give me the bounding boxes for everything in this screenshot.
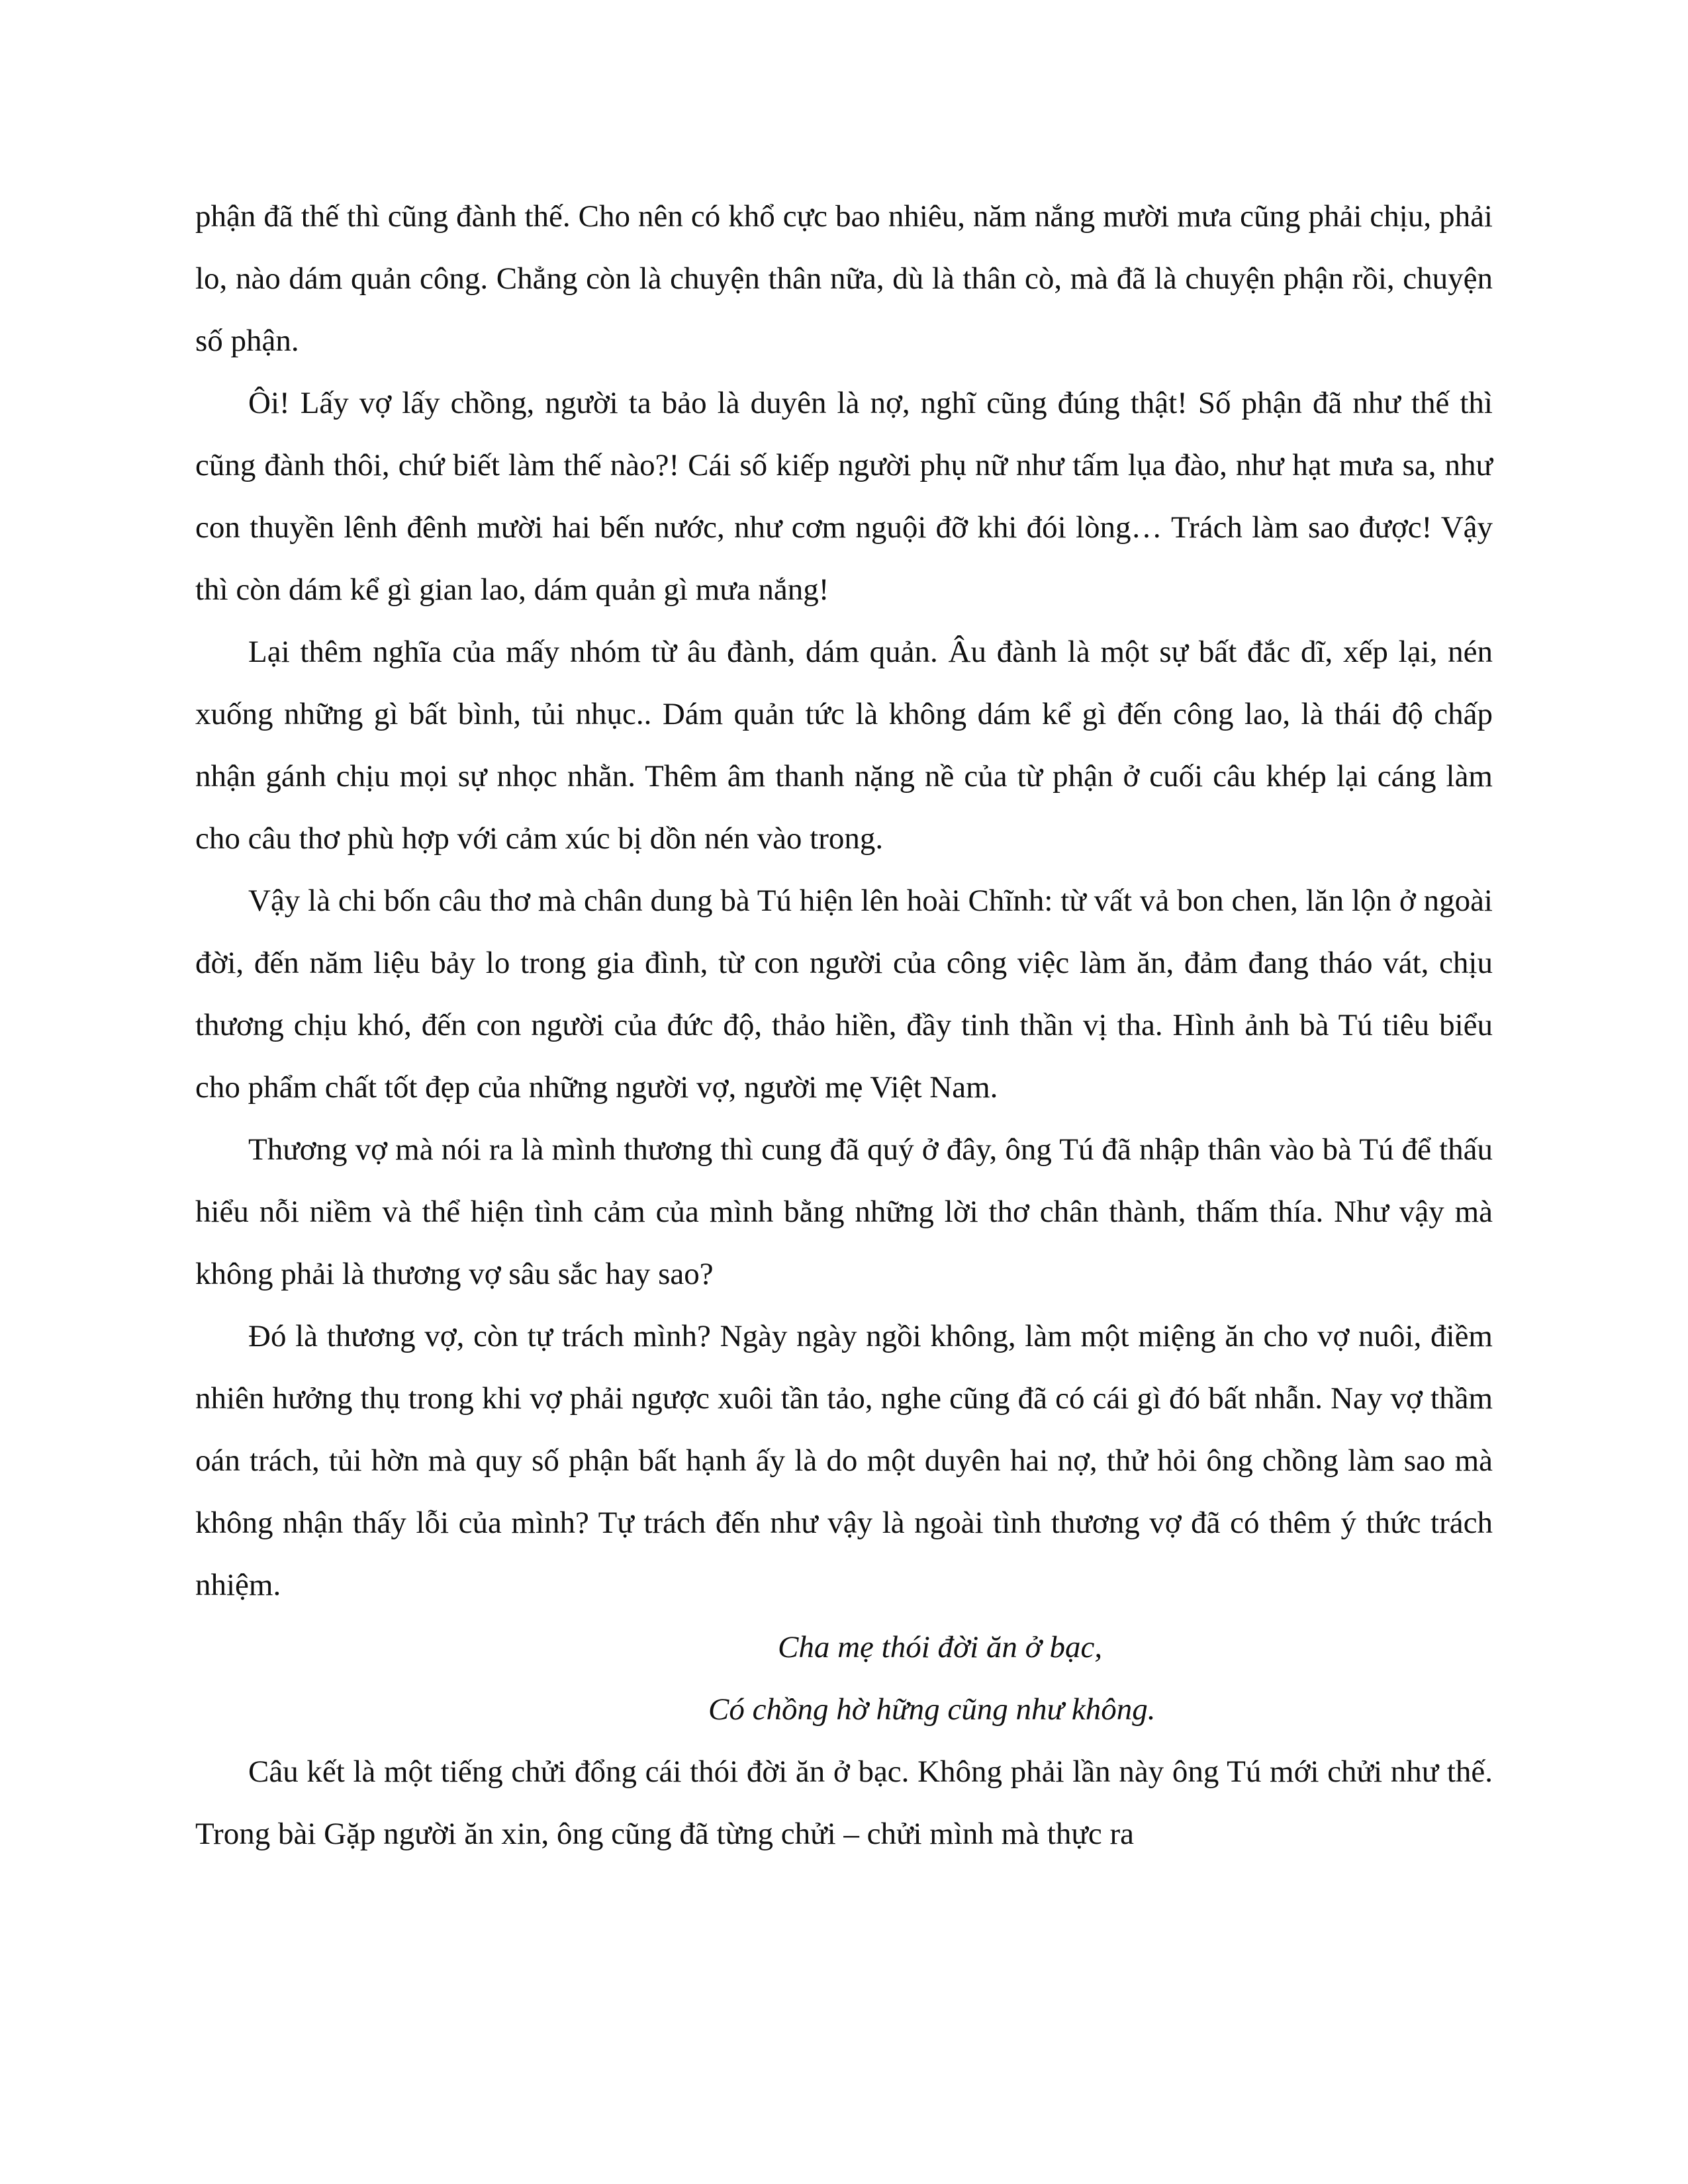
paragraph-4: Vậy là chi bốn câu thơ mà chân dung bà Tú hiện lên hoài Chĩnh: từ vất vả bon chen, lăn lộn ở ngoài đời, đến năm liệu bảy lo trong gia đình, từ con người của công việc làm ăn, đảm đang tháo vát, chịu thương chịu khó, đến con người của đức độ, thảo hiền, đầy tinh thần vị tha. Hình ảnh bà Tú tiêu biểu cho phẩm chất tốt đẹp của những người vợ, người mẹ Việt Nam.: [195, 884, 1493, 1105]
verse-line-2: Có chồng hờ hững cũng như không.: [708, 1692, 1156, 1727]
paragraph-1: phận đã thế thì cũng đành thế. Cho nên có khổ cực bao nhiêu, năm nắng mười mưa cũng phải chịu, phải lo, nào dám quản công. Chẳng còn là chuyện thân nữa, dù là thân cò, mà đã là chuyện phận rồi, chuyện số phận.: [195, 199, 1493, 358]
verse-line-1: Cha mẹ thói đời ăn ở bạc,: [778, 1630, 1103, 1664]
paragraph-2: Ôi! Lấy vợ lấy chồng, người ta bảo là duyên là nợ, nghĩ cũng đúng thật! Số phận đã như thế thì cũng đành thôi, chứ biết làm thế nào?! Cái số kiếp người phụ nữ như tấm lụa đào, như hạt mưa sa, như con thuyền lênh đênh mười hai bến nước, như cơm nguội đỡ khi đói lòng… Trách làm sao được! Vậy thì còn dám kể gì gian lao, dám quản gì mưa nắng!: [195, 386, 1493, 607]
paragraph-7: Câu kết là một tiếng chửi đổng cái thói đời ăn ở bạc. Không phải lần này ông Tú mới chửi như thế. Trong bài Gặp người ăn xin, ông cũng đã từng chửi – chửi mình mà thực ra: [195, 1754, 1493, 1851]
paragraph-6: Đó là thương vợ, còn tự trách mình? Ngày ngày ngồi không, làm một miệng ăn cho vợ nuôi, điềm nhiên hưởng thụ trong khi vợ phải ngược xuôi tần tảo, nghe cũng đã có cái gì đó bất nhẫn. Nay vợ thầm oán trách, tủi hờn mà quy số phận bất hạnh ấy là do một duyên hai nợ, thử hỏi ông chồng làm sao mà không nhận thấy lỗi của mình? Tự trách đến như vậy là ngoài tình thương vợ đã có thêm ý thức trách nhiệm.: [195, 1319, 1493, 1602]
paragraph-3: Lại thêm nghĩa của mấy nhóm từ âu đành, dám quản. Âu đành là một sự bất đắc dĩ, xếp lại, nén xuống những gì bất bình, tủi nhục.. Dám quản tức là không dám kể gì đến công lao, là thái độ chấp nhận gánh chịu mọi sự nhọc nhằn. Thêm âm thanh nặng nề của từ phận ở cuối câu khép lại cáng làm cho câu thơ phù hợp với cảm xúc bị dồn nén vào trong.: [195, 635, 1493, 856]
paragraph-5: Thương vợ mà nói ra là mình thương thì cung đã quý ở đây, ông Tú đã nhập thân vào bà Tú để thấu hiểu nỗi niềm và thể hiện tình cảm của mình bằng những lời thơ chân thành, thấm thía. Như vậy mà không phải là thương vợ sâu sắc hay sao?: [195, 1132, 1493, 1291]
document-page: [195, 185, 1493, 1865]
